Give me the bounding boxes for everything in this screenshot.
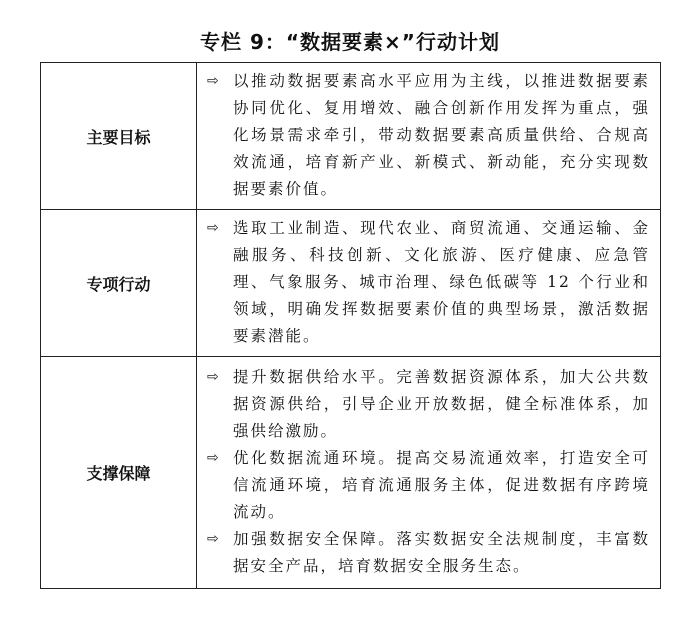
list-item (207, 68, 650, 203)
hollow-right-arrow-icon: ⇨ (207, 531, 219, 547)
list-item (207, 526, 650, 580)
hollow-right-arrow-icon: ⇨ (207, 369, 219, 385)
row-content (197, 210, 661, 357)
hollow-right-arrow-icon: ⇨ (207, 450, 219, 466)
table-row (41, 63, 661, 210)
hollow-right-arrow-icon: ⇨ (207, 73, 219, 89)
bullet-text: 加强数据安全保障。落实数据安全法规制度，丰富数据安全产品，培育数据安全服务生态。 (233, 530, 650, 575)
row-content (197, 357, 661, 589)
bullet-text: 提升数据供给水平。完善数据资源体系，加大公共数据资源供给，引导企业开放数据，健全标准体系，加强供给激励。 (233, 368, 650, 440)
row-label: 支撑保障 (41, 357, 197, 589)
row-content (197, 63, 661, 210)
bullet-text: 以推动数据要素高水平应用为主线，以推进数据要素协同优化、复用增效、融合创新作用发挥为重点，强化场景需求牵引，带动数据要素高质量供给、合规高效流通，培育新产业、新模式、新动能，充分实现数据要素价值。 (233, 72, 650, 198)
list-item (207, 364, 650, 445)
page-title: 专栏 9：“数据要素×”行动计划 (200, 30, 500, 54)
table-row (41, 357, 661, 589)
list-item (207, 215, 650, 350)
action-plan-table (40, 62, 661, 589)
row-label: 专项行动 (41, 210, 197, 357)
bullet-text: 优化数据流通环境。提高交易流通效率，打造安全可信流通环境，培育流通服务主体，促进数据有序跨境流动。 (233, 449, 650, 521)
row-label: 主要目标 (41, 63, 197, 210)
table-row (41, 210, 661, 357)
hollow-right-arrow-icon: ⇨ (207, 220, 219, 236)
bullet-text: 选取工业制造、现代农业、商贸流通、交通运输、金融服务、科技创新、文化旅游、医疗健康、应急管理、气象服务、城市治理、绿色低碳等 12 个行业和领域，明确发挥数据要素价值的典型场景，激活数据要素潜能。 (233, 219, 650, 345)
list-item (207, 445, 650, 526)
